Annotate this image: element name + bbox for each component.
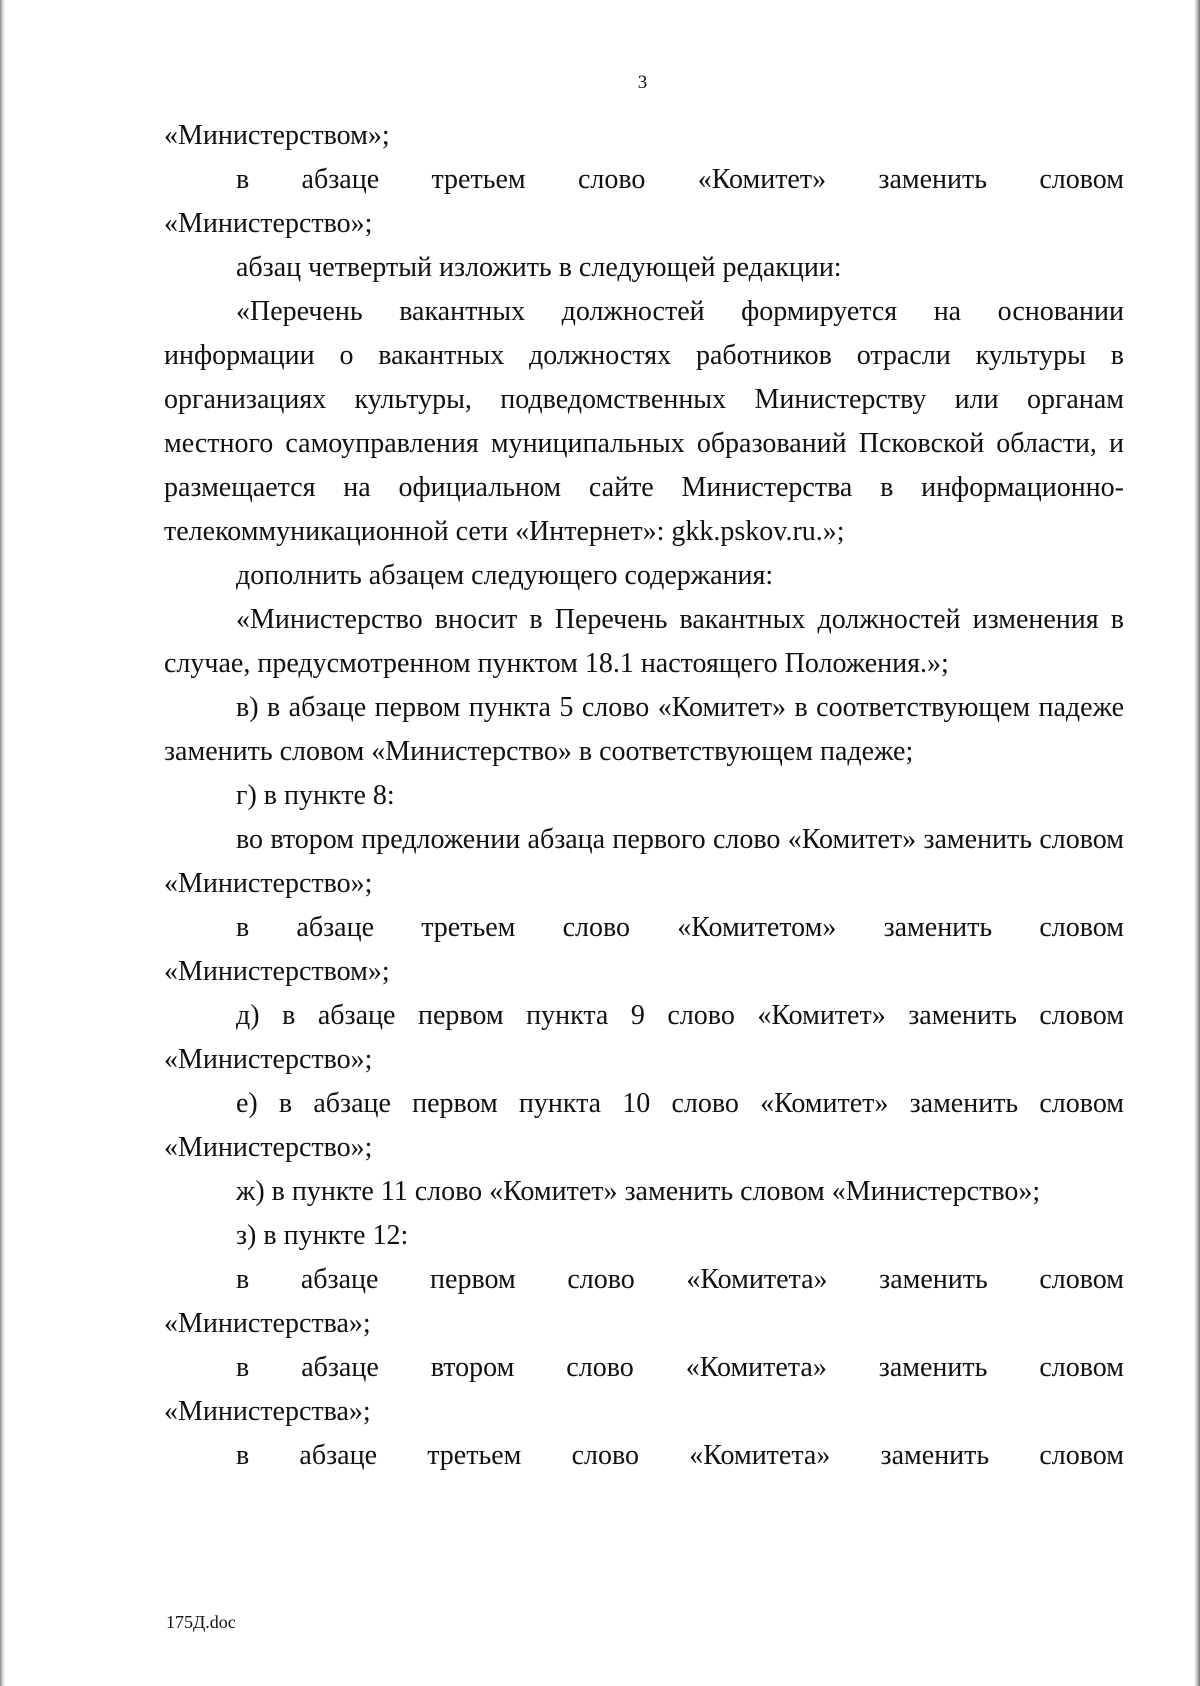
paragraph: в абзаце третьем слово «Комитетом» заменить словом: [236, 912, 1124, 943]
paragraph: «Министерство»;: [164, 1132, 373, 1163]
paragraph: «Министерство»;: [164, 1044, 373, 1075]
paragraph: ж) в пункте 11 слово «Комитет» заменить словом «Министерство»;: [236, 1176, 1041, 1207]
footer-filename: 175Д.doc: [166, 1612, 236, 1632]
paragraph: в абзаце втором слово «Комитета» заменить словом: [236, 1352, 1124, 1383]
scan-edge-left: [0, 0, 5, 1686]
paragraph: д) в абзаце первом пункта 9 слово «Комитет» заменить словом: [236, 1000, 1124, 1031]
paragraph: е) в абзаце первом пункта 10 слово «Комитет» заменить словом: [236, 1088, 1124, 1119]
paragraph: з) в пункте 12:: [236, 1220, 409, 1251]
paragraph: в) в абзаце первом пункта 5 слово «Комитет» в соответствующем падеже заменить словом «Министерство» в соответствующем падеже;: [164, 692, 1124, 767]
page-number: 3: [637, 72, 648, 93]
paragraph: дополнить абзацем следующего содержания:: [236, 560, 774, 591]
paragraph: «Министерством»;: [164, 956, 390, 987]
scan-edge-right: [1194, 0, 1200, 1686]
paragraph: в абзаце первом слово «Комитета» заменить словом: [236, 1264, 1124, 1295]
paragraph: «Министерство»;: [164, 208, 373, 239]
paragraph: «Министерства»;: [164, 1396, 371, 1427]
paragraph: «Министерства»;: [164, 1308, 371, 1339]
document-body: [164, 114, 1124, 1478]
paragraph: в абзаце третьем слово «Комитет» заменить словом: [236, 164, 1124, 195]
paragraph: «Министерство вносит в Перечень вакантных должностей изменения в случае, предусмотренном пунктом 18.1 настоящего Положения.»;: [164, 604, 1124, 679]
paragraph: «Перечень вакантных должностей формируется на основании информации о вакантных должностях работников отрасли культуры в организациях культуры, подведомственных Министерству или органам местного самоуправления муниципальных образований Псковской области, и размещается на официальном сайте Министерства в информационно-телекоммуникационной сети «Интернет»: gkk.pskov.ru.»;: [164, 296, 1124, 547]
paragraph: г) в пункте 8:: [236, 780, 395, 811]
paragraph: абзац четвертый изложить в следующей редакции:: [236, 252, 842, 283]
paragraph: во втором предложении абзаца первого слово «Комитет» заменить словом «Министерство»;: [164, 824, 1124, 899]
paragraph: «Министерством»;: [164, 120, 390, 151]
paragraph: в абзаце третьем слово «Комитета» заменить словом: [236, 1440, 1124, 1471]
